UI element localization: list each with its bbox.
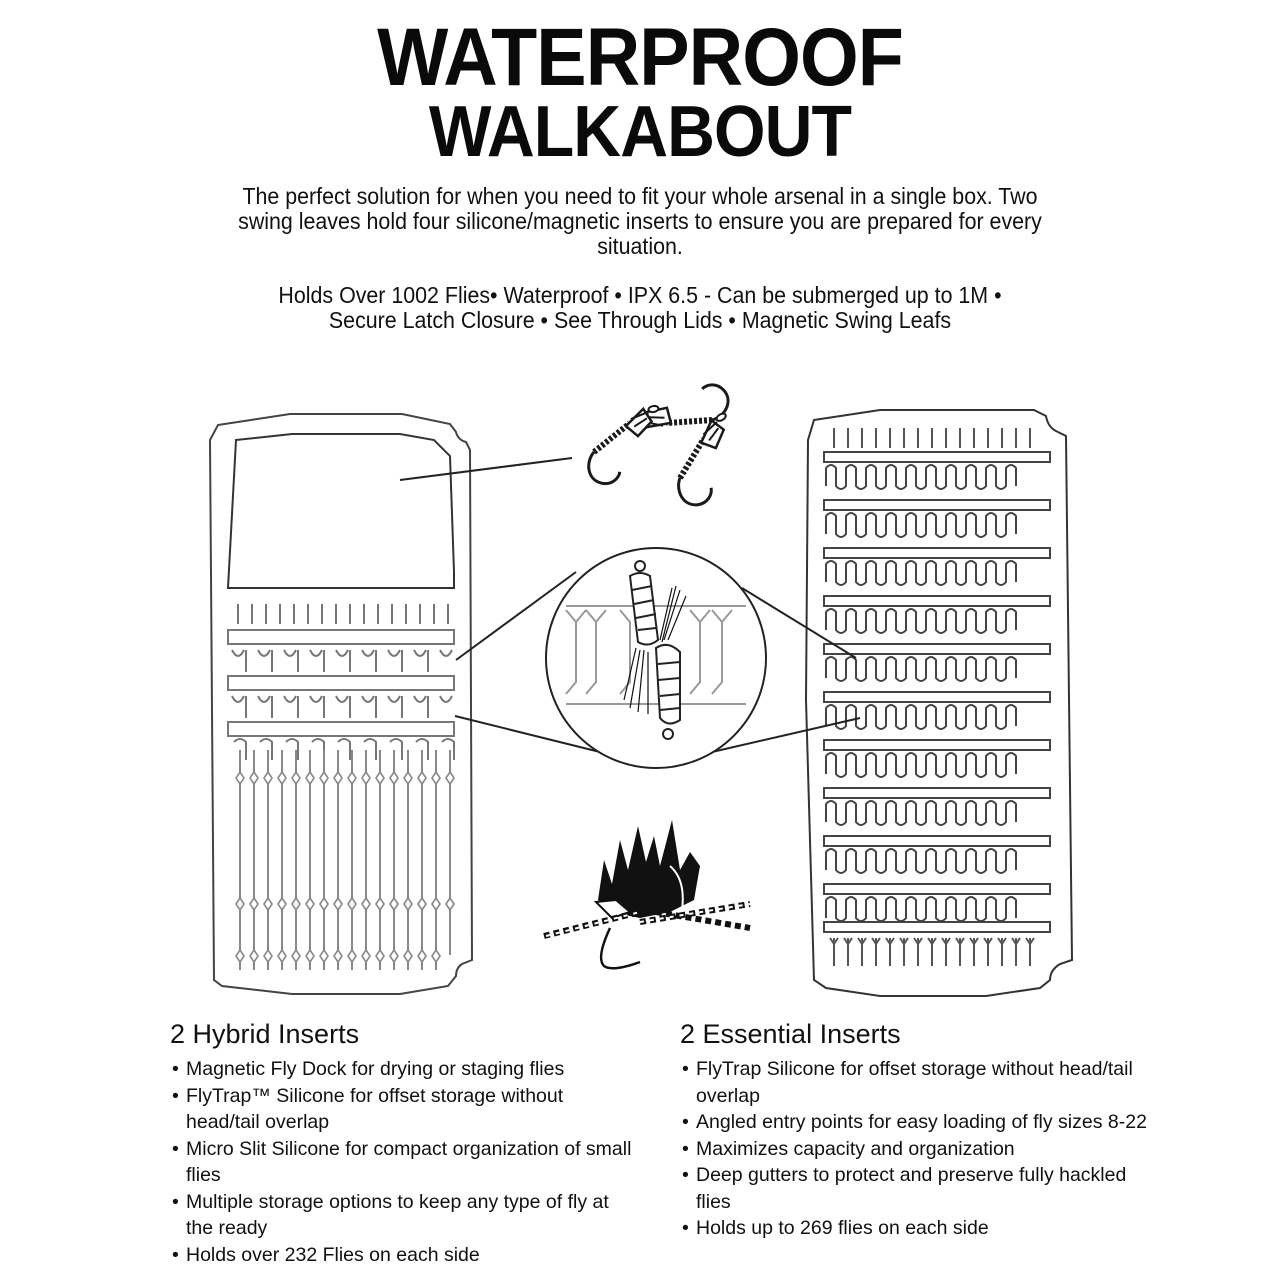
list-item: • Angled entry points for easy loading of fly sizes 8-22 xyxy=(680,1109,1160,1136)
essential-insert-diagram xyxy=(806,410,1072,996)
list-item: • Maximizes capacity and organization xyxy=(680,1136,1160,1163)
list-item: • Holds over 232 Flies on each side xyxy=(170,1242,640,1269)
list-item: • Deep gutters to protect and preserve fully hackled flies xyxy=(680,1162,1160,1215)
hybrid-insert-diagram xyxy=(210,414,472,994)
essential-inserts-section xyxy=(680,1018,1160,1242)
feature-summary xyxy=(184,283,1095,333)
intro-paragraph: The perfect solution for when you need to fit your whole arsenal in a single box. Two swing leaves hold four silicone/magnetic inserts to ensure you are prepared for every situation. xyxy=(238,183,1042,259)
essential-inserts-heading: 2 Essential Inserts xyxy=(680,1019,901,1049)
product-title-line-1: WATERPROOF xyxy=(377,12,903,103)
feature-summary-line-1: Holds Over 1002 Flies• Waterproof • IPX 6.5 - Can be submerged up to 1M • xyxy=(278,282,1002,308)
list-item: • Holds up to 269 flies on each side xyxy=(680,1215,1160,1242)
essential-inserts-list xyxy=(680,1056,1160,1242)
hybrid-inserts-list xyxy=(170,1056,640,1268)
list-item: • FlyTrap™ Silicone for offset storage without head/tail overlap xyxy=(170,1083,640,1136)
list-item: • FlyTrap Silicone for offset storage without head/tail overlap xyxy=(680,1056,1160,1109)
dry-fly-hopper-icon xyxy=(544,820,750,968)
list-item: • Magnetic Fly Dock for drying or staging flies xyxy=(170,1056,640,1083)
product-illustration xyxy=(0,340,1280,1000)
magnified-nymph-detail xyxy=(546,548,766,768)
list-item: • Micro Slit Silicone for compact organization of small flies xyxy=(170,1136,640,1189)
list-item: • Multiple storage options to keep any type of fly at the ready xyxy=(170,1189,640,1242)
product-title-line-2: WALKABOUT xyxy=(428,92,852,172)
wet-fly-icon-right xyxy=(656,412,759,511)
hybrid-inserts-heading: 2 Hybrid Inserts xyxy=(170,1019,360,1049)
hybrid-inserts-section xyxy=(170,1018,640,1268)
feature-summary-line-2: Secure Latch Closure • See Through Lids • Magnetic Swing Leafs xyxy=(328,307,952,333)
